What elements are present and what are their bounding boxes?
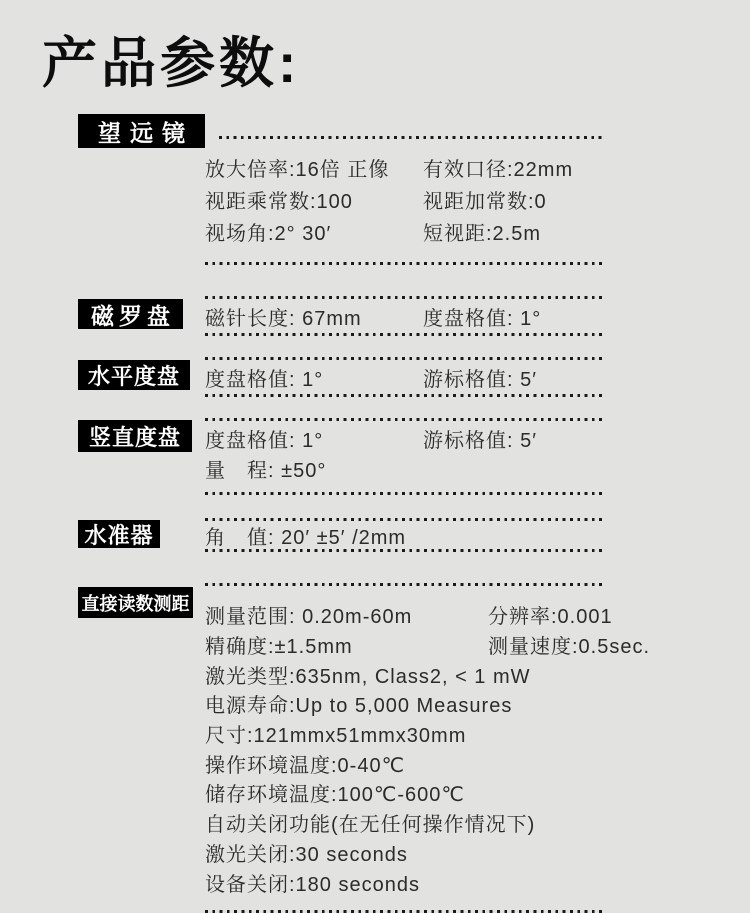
spec-item: 短视距:2.5m xyxy=(423,222,542,245)
spec-item: 量 程: ±50° xyxy=(205,459,327,482)
spec-rows xyxy=(205,151,605,247)
spec-row xyxy=(205,778,605,808)
spec-item: 储存环境温度:100℃-600℃ xyxy=(205,784,465,807)
spec-item: 激光类型:635nm, Class2, < 1 mW xyxy=(205,665,531,688)
section-content xyxy=(205,518,605,552)
spec-item: 角 值: 20′ ±5′ /2mm xyxy=(205,526,407,549)
section-label-direct-reading-rangefinder: 直接读数测距 xyxy=(78,587,193,618)
spec-row xyxy=(205,521,605,549)
section-label-column xyxy=(78,357,205,397)
section-content xyxy=(205,418,605,495)
section-content xyxy=(205,296,605,336)
spec-item: 操作环境温度:0-40℃ xyxy=(205,754,406,777)
spec-rows xyxy=(205,360,605,394)
section-label-level-vial: 水准器 xyxy=(78,520,160,548)
section-magnetic-compass xyxy=(78,296,605,336)
spec-item: 有效口径:22mm xyxy=(423,158,574,181)
spec-item: 游标格值: 5′ xyxy=(423,368,537,391)
dotted-divider xyxy=(205,394,605,397)
section-label-telescope: 望远镜 xyxy=(78,114,205,148)
section-content xyxy=(205,583,651,913)
dotted-divider xyxy=(205,910,605,913)
page-title: 产品参数: xyxy=(42,32,301,94)
spec-item: 度盘格值: 1° xyxy=(423,307,542,330)
spec-rows xyxy=(205,586,651,910)
section-label-column xyxy=(78,418,205,495)
section-level-vial xyxy=(78,518,605,552)
section-label-vertical-circle: 竖直度盘 xyxy=(78,420,192,452)
spec-list xyxy=(0,114,651,913)
section-label-horizontal-circle: 水平度盘 xyxy=(78,360,190,390)
section-label-magnetic-compass: 磁罗盘 xyxy=(78,299,183,329)
dotted-divider xyxy=(205,333,605,336)
spec-row xyxy=(205,453,605,483)
section-direct-reading-rangefinder xyxy=(78,583,651,913)
section-vertical-circle xyxy=(78,418,605,495)
spec-item: 分辨率:0.001 xyxy=(488,606,613,629)
section-content xyxy=(205,357,605,397)
spec-rows xyxy=(205,521,605,549)
spec-item: 视场角:2° 30′ xyxy=(205,222,332,245)
spec-row xyxy=(205,838,605,868)
spec-row xyxy=(205,659,605,689)
section-label-column xyxy=(78,114,205,265)
spec-item: 测量速度:0.5sec. xyxy=(488,636,651,659)
spec-item: 测量范围: 0.20m-60m xyxy=(205,606,413,629)
spec-item: 电源寿命:Up to 5,000 Measures xyxy=(205,695,513,718)
spec-row xyxy=(205,867,605,897)
spec-row xyxy=(205,215,605,247)
spec-row xyxy=(205,808,605,838)
spec-item: 磁针长度: 67mm xyxy=(205,307,362,330)
dotted-divider xyxy=(205,262,605,265)
section-telescope xyxy=(78,114,605,265)
spec-row xyxy=(205,360,605,394)
spec-row xyxy=(205,719,605,749)
dotted-divider xyxy=(205,492,605,495)
spec-row xyxy=(205,689,605,719)
spec-row xyxy=(205,600,613,630)
spec-item: 尺寸:121mmx51mmx30mm xyxy=(205,725,467,748)
spec-rows xyxy=(205,421,605,492)
spec-item: 视距加常数:0 xyxy=(423,190,547,213)
spec-item: 度盘格值: 1° xyxy=(205,429,324,452)
spec-row xyxy=(205,423,605,453)
spec-row xyxy=(205,630,651,660)
spec-item: 精确度:±1.5mm xyxy=(205,636,353,659)
spec-item: 度盘格值: 1° xyxy=(205,368,324,391)
spec-item: 游标格值: 5′ xyxy=(423,429,537,452)
section-content xyxy=(205,114,605,265)
spec-rows xyxy=(205,299,605,333)
spec-item: 设备关闭:180 seconds xyxy=(205,873,420,896)
spec-row xyxy=(205,299,605,333)
spec-row xyxy=(205,183,605,215)
spec-row xyxy=(205,748,605,778)
section-horizontal-circle xyxy=(78,357,605,397)
spec-item: 放大倍率:16倍 正像 xyxy=(205,158,390,181)
section-label-column xyxy=(78,518,205,552)
spec-item: 激光关闭:30 seconds xyxy=(205,843,408,866)
spec-item: 视距乘常数:100 xyxy=(205,190,353,213)
dotted-divider xyxy=(219,136,605,139)
spec-row xyxy=(205,151,605,183)
section-label-column xyxy=(78,583,205,913)
spec-item: 自动关闭功能(在无任何操作情况下) xyxy=(205,814,536,837)
section-label-column xyxy=(78,296,205,336)
